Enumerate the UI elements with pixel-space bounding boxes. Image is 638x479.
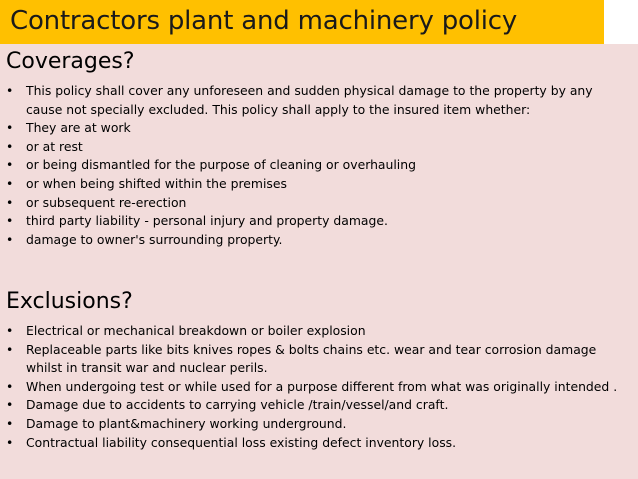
list-item <box>6 415 618 434</box>
bullet-icon: • <box>6 415 14 431</box>
list-item-text: Damage due to accidents to carrying vehicle /train/vessel/and craft. <box>26 397 449 413</box>
list-item <box>6 341 618 378</box>
list-item-text: damage to owner's surrounding property. <box>26 231 283 247</box>
bullet-icon: • <box>6 157 14 173</box>
bullet-icon: • <box>6 175 14 191</box>
bullet-icon: • <box>6 213 14 229</box>
bullet-icon: • <box>6 83 14 98</box>
list-item <box>6 231 618 250</box>
list-item <box>6 138 618 157</box>
page-title: Contractors plant and machinery policy <box>10 6 518 36</box>
list-item-text: or at rest <box>26 138 83 154</box>
list-item <box>6 175 618 194</box>
list-item <box>6 212 618 231</box>
coverages-heading: Coverages? <box>6 49 135 74</box>
list-item <box>6 119 618 138</box>
list-item-text: or when being shifted within the premises <box>26 175 287 191</box>
list-item-text: When undergoing test or while used for a purpose different from what was originally intended . <box>26 378 618 394</box>
bullet-icon: • <box>6 397 14 413</box>
list-item-text: Replaceable parts like bits knives ropes & bolts chains etc. wear and tear corrosion damage whilst in transit war and nuclear perils. <box>26 341 597 376</box>
list-item-text: This policy shall cover any unforeseen and sudden physical damage to the property by any cause not specially excluded. This policy shall apply to the insured item whether: <box>26 83 593 117</box>
list-item-text: third party liability - personal injury and property damage. <box>26 213 388 229</box>
list-item <box>6 396 618 415</box>
exclusions-heading: Exclusions? <box>6 289 133 314</box>
list-item-text: Electrical or mechanical breakdown or boiler explosion <box>26 323 366 338</box>
list-item <box>6 194 618 213</box>
list-item <box>6 156 618 175</box>
exclusions-list <box>6 322 618 452</box>
list-item <box>6 82 618 119</box>
list-item-text: or subsequent re-erection <box>26 194 187 210</box>
content-panel <box>0 44 638 479</box>
list-item-text: or being dismantled for the purpose of cleaning or overhauling <box>26 157 416 173</box>
coverages-list <box>6 82 618 249</box>
bullet-icon: • <box>6 120 14 136</box>
bullet-icon: • <box>6 341 14 357</box>
list-item <box>6 434 618 453</box>
list-item-text: They are at work <box>26 120 131 136</box>
list-item <box>6 378 618 397</box>
list-item-text: Damage to plant&machinery working underground. <box>26 415 347 431</box>
list-item-text: Contractual liability consequential loss existing defect inventory loss. <box>26 434 457 450</box>
title-bar <box>0 0 604 44</box>
bullet-icon: • <box>6 194 14 210</box>
list-item <box>6 322 618 341</box>
bullet-icon: • <box>6 138 14 154</box>
bullet-icon: • <box>6 323 14 338</box>
bullet-icon: • <box>6 378 14 394</box>
bullet-icon: • <box>6 434 14 450</box>
bullet-icon: • <box>6 231 14 247</box>
